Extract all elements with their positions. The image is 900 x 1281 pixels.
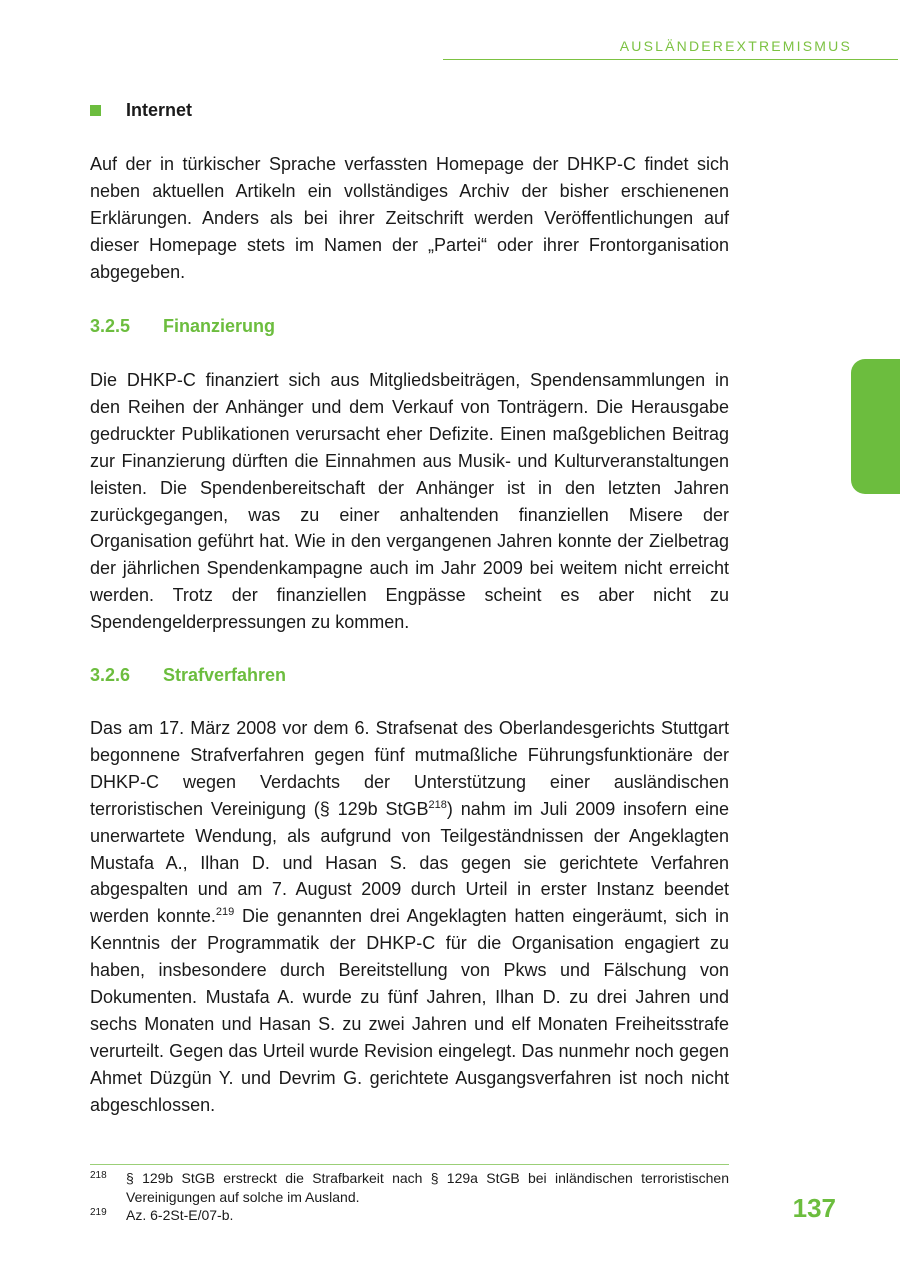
paragraph-internet: Auf der in türkischer Sprache verfassten Homepage der DHKP-C findet sich neben aktuellen Artikeln ein vollständiges Archiv der bisher erschienenen Erklärungen. Anders als bei ihrer Zeitschrift werden Veröffentlichungen auf dieser Homepage stets im Namen der „Partei“ oder ihrer Frontorganisation abgegeben. [90, 154, 729, 282]
section-title: Strafverfahren [163, 665, 287, 685]
paragraph-text: Die genannten drei Angeklagten hatten eingeräumt, sich in Kenntnis der Programmatik der DHKP-C für die Organisation engagiert zu haben, insbesondere durch Bereitstellung von Pkws und Fälschung von Dokumenten. Mustafa A. wurde zu fünf Jahren, Ilhan D. zu drei Jahren und sechs Monaten und Hasan S. zu zwei Jahren und elf Monaten Freiheitsstrafe verurteilt. Gegen das Urteil wurde Revision eingelegt. Das nunmehr noch gegen Ahmet Düzgün Y. und Devrim G. gerichtete Ausgangsverfahren ist noch nicht abgeschlossen. [90, 906, 729, 1115]
chapter-thumb-tab [851, 359, 900, 494]
footnote-218 [90, 1169, 729, 1206]
section-title: Finanzierung [163, 316, 275, 336]
square-bullet-icon [90, 105, 101, 116]
footnote-ref-218[interactable]: 218 [428, 798, 447, 811]
footnote-number: 219 [90, 1207, 107, 1218]
footnote-number: 218 [90, 1170, 107, 1181]
section-number: 3.2.6 [90, 665, 131, 685]
paragraph-strafverfahren [90, 715, 729, 1119]
header-rule [443, 59, 898, 60]
section-heading-finanzierung [90, 316, 275, 337]
footnote-219 [90, 1206, 729, 1225]
running-head: AUSLÄNDEREXTREMISMUS [619, 38, 852, 54]
paragraph-finanzierung: Die DHKP-C finanziert sich aus Mitgliedsbeiträgen, Spendensammlungen in den Reihen der Anhänger und dem Verkauf von Tonträgern. Die Herausgabe gedruckter Publikationen verursacht eher Defizite. Einen maßgeblichen Beitrag zur Finanzierung dürften die Einnahmen aus Musik- und Kulturveranstaltungen leisten. Die Spendenbereitschaft der Anhänger ist in den letzten Jahren zurückgegangen, was zu einer anhaltenden finanziellen Misere der Organisation geführt hat. Wie in den vergangenen Jahren konnte der Zielbetrag der jährlichen Spendenkampagne auch im Jahr 2009 bei weitem nicht erreicht werden. Trotz der finanziellen Engpässe scheint es aber nicht zu Spendengelderpressungen zu kommen. [90, 370, 729, 633]
paragraph-text: ) nahm im Juli 2009 insofern eine unerwartete Wendung, als aufgrund von Teilgeständnissen der Angeklagten Mustafa A., Ilhan D. und Hasan S. das gegen sie gerichtete Verfahren abgespalten und am 7. August 2009 durch Urteil in erster Instanz beendet werden konnte. [90, 798, 730, 927]
section-number: 3.2.5 [90, 316, 131, 336]
footnote-rule [90, 1164, 729, 1165]
page-number: 137 [792, 1193, 836, 1223]
footnote-ref-219[interactable]: 219 [215, 906, 235, 919]
paragraph-text: Das am 17. März 2008 vor dem 6. Strafsenat des Oberlandesgerichts Stuttgart begonnene Strafverfahren gegen fünf mutmaßliche Führungsfunktionäre der DHKP-C wegen Verdachts der Unterstützung einer ausländischen terroristischen Vereinigung (§ 129b StGB [90, 718, 729, 819]
footnote-text: § 129b StGB erstreckt die Strafbarkeit nach § 129a StGB bei inländischen terroristischen Vereinigungen auf solche im Ausland. [126, 1170, 729, 1205]
section-heading-strafverfahren [90, 665, 286, 686]
footnote-text: Az. 6-2St-E/07-b. [126, 1207, 234, 1223]
subsection-title: Internet [126, 100, 193, 120]
subsection-internet [90, 100, 192, 121]
